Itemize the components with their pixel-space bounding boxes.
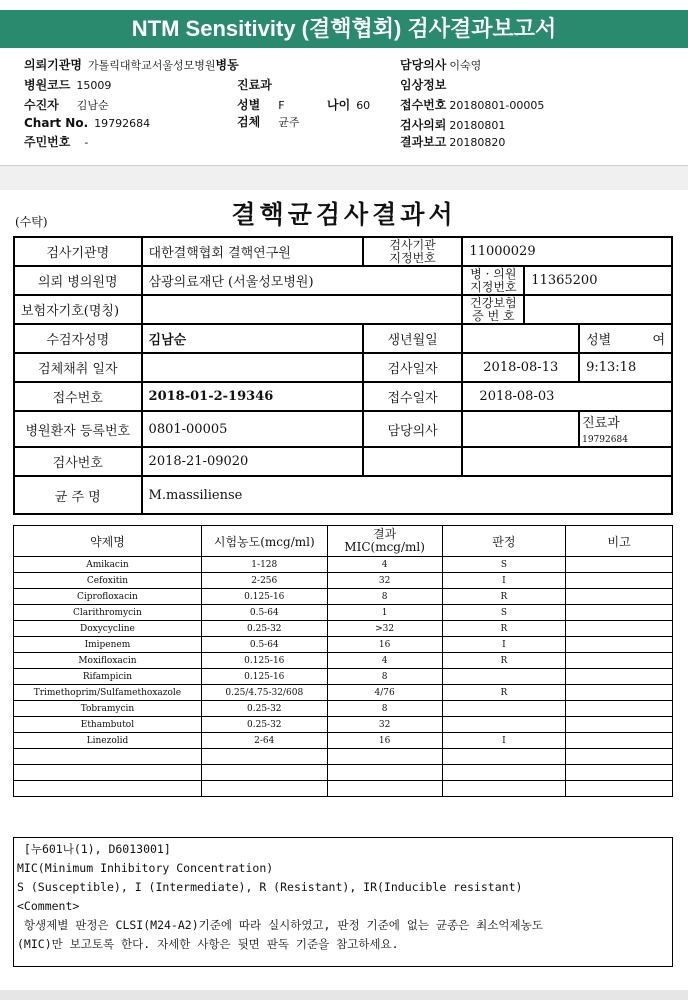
sex-cell — [579, 324, 672, 353]
document-title: 결핵균검사결과서 — [231, 200, 457, 229]
chart-no-field: Chart No. 19792684 — [24, 116, 151, 130]
empty-cell — [14, 765, 202, 781]
cell-drug: Doxycycline — [14, 621, 202, 637]
table-row — [14, 573, 673, 589]
cell-note — [566, 733, 673, 749]
table-row — [14, 653, 673, 669]
attending-value — [462, 411, 579, 447]
clinical-info-field: 임상정보 — [400, 78, 447, 92]
table-row — [14, 685, 673, 701]
dept-label: 진료과 — [582, 416, 620, 431]
cell-conc: 0.125-16 — [201, 669, 327, 685]
dept-field: 진료과 — [237, 78, 272, 92]
cell-interp — [442, 701, 566, 717]
empty-row — [14, 781, 673, 797]
insured-value — [142, 295, 463, 324]
cell-conc: 0.5-64 — [201, 605, 327, 621]
table-row — [14, 717, 673, 733]
organism-label: 균 주 명 — [14, 476, 142, 514]
cell-mic: 1 — [327, 605, 442, 621]
empty-cell — [201, 749, 327, 765]
empty-row — [14, 765, 673, 781]
cell-interp: I — [442, 637, 566, 653]
cell-interp — [442, 669, 566, 685]
age-field: 나이 60 — [327, 98, 371, 112]
cell-drug: Clarithromycin — [14, 605, 202, 621]
clinic-designation-value: 11365200 — [524, 266, 672, 295]
empty-cell — [327, 749, 442, 765]
cell-conc: 0.125-16 — [201, 589, 327, 605]
patient-name-label: 수검자성명 — [14, 324, 142, 353]
hospital-reg-value: 0801-00005 — [142, 411, 363, 447]
cell-drug: Cefoxitin — [14, 573, 202, 589]
cell-interp: I — [442, 733, 566, 749]
interpretation-header: 판정 — [442, 526, 566, 557]
cell-note — [566, 637, 673, 653]
cell-conc: 0.25/4.75-32/608 — [201, 685, 327, 701]
table-row — [14, 557, 673, 573]
page-title: NTM Sensitivity (결핵협회) 검사결과보고서 — [0, 10, 688, 48]
cell-note — [566, 685, 673, 701]
empty-cell — [566, 749, 673, 765]
cell-conc: 0.25-32 — [201, 621, 327, 637]
specimen-field: 검체 균주 — [237, 115, 300, 129]
cell-interp: S — [442, 557, 566, 573]
cell-drug: Imipenem — [14, 637, 202, 653]
cell-note — [566, 589, 673, 605]
receipt-no-value: 2018-01-2-19346 — [142, 382, 363, 411]
dept-cell — [579, 411, 672, 447]
receipt-date-label: 접수일자 — [363, 382, 463, 411]
empty-cell — [327, 781, 442, 797]
cell-conc: 0.5-64 — [201, 637, 327, 653]
table-row — [14, 637, 673, 653]
recipient-field: 수진자 김남순 — [24, 98, 109, 112]
hospital-reg-label: 병원환자 등록번호 — [14, 411, 142, 447]
receipt-date-value: 2018-08-03 — [462, 382, 672, 411]
cell-conc: 0.125-16 — [201, 653, 327, 669]
receipt-no-label: 접수번호 — [14, 382, 142, 411]
test-date-label: 검사일자 — [363, 353, 463, 382]
empty-cell — [442, 781, 566, 797]
attending-label: 담당의사 — [363, 411, 463, 447]
cell-conc: 2-64 — [201, 733, 327, 749]
lab-designation-value: 11000029 — [462, 237, 672, 266]
concentration-header: 시험농도(mcg/ml) — [201, 526, 327, 557]
cell-mic: 4 — [327, 653, 442, 669]
empty-cell — [14, 749, 202, 765]
empty-row — [14, 749, 673, 765]
cell-mic: 32 — [327, 573, 442, 589]
cell-note — [566, 717, 673, 733]
birth-label: 생년월일 — [363, 324, 463, 353]
institution-field: 의뢰기관명 가톨릭대학교서울성모병원병동 — [24, 58, 239, 72]
cell-conc: 1-128 — [201, 557, 327, 573]
empty-cell — [442, 765, 566, 781]
note-header: 비고 — [566, 526, 673, 557]
cell-interp: R — [442, 621, 566, 637]
cell-interp: R — [442, 685, 566, 701]
cell-interp: R — [442, 589, 566, 605]
susceptibility-table — [13, 525, 673, 797]
cell-note — [566, 669, 673, 685]
referring-label: 의뢰 병의원명 — [14, 266, 142, 295]
hospital-code-field: 병원코드 15009 — [24, 78, 112, 92]
consignment-label: (수탁) — [15, 215, 48, 229]
cell-drug: Ciprofloxacin — [14, 589, 202, 605]
table-row — [14, 669, 673, 685]
sex-value: 여 — [652, 333, 665, 348]
test-no-value: 2018-21-09020 — [142, 447, 363, 476]
report-date-field: 결과보고 20180820 — [400, 135, 506, 149]
cell-note — [566, 605, 673, 621]
empty-cell — [442, 749, 566, 765]
cell-mic: 8 — [327, 669, 442, 685]
cell-mic: 4 — [327, 557, 442, 573]
page-footer-bar — [0, 990, 688, 1000]
test-time-value: 9:13:18 — [579, 353, 672, 382]
table-row — [14, 589, 673, 605]
organism-value: M.massiliense — [142, 476, 672, 514]
cell-drug: Amikacin — [14, 557, 202, 573]
cell-conc: 0.25-32 — [201, 717, 327, 733]
cell-mic: 16 — [327, 637, 442, 653]
accession-field: 접수번호 20180801-00005 — [400, 98, 545, 112]
cell-note — [566, 701, 673, 717]
doctor-field: 담당의사 이숙영 — [400, 58, 482, 72]
collection-date-label: 검체채취 일자 — [14, 353, 142, 382]
cell-interp — [442, 717, 566, 733]
cell-note — [566, 653, 673, 669]
cell-drug: Linezolid — [14, 733, 202, 749]
table-row — [14, 733, 673, 749]
cell-conc: 2-256 — [201, 573, 327, 589]
cell-drug: Moxifloxacin — [14, 653, 202, 669]
comment-code: [누601나(1), D6013001] — [17, 842, 171, 856]
cell-mic: 8 — [327, 701, 442, 717]
clinic-designation-label: 병 · 의원 지정번호 — [462, 266, 524, 295]
empty-cell — [327, 765, 442, 781]
cell-drug: Ethambutol — [14, 717, 202, 733]
cell-interp: I — [442, 573, 566, 589]
lab-agency-value: 대한결핵협회 결핵연구원 — [142, 237, 363, 266]
cell-conc: 0.25-32 — [201, 701, 327, 717]
mic-header: 결과 MIC(mcg/ml) — [327, 526, 442, 557]
rrn-field: 주민번호 - — [24, 135, 89, 149]
cell-mic: 32 — [327, 717, 442, 733]
cell-drug: Tobramycin — [14, 701, 202, 717]
empty-cell — [566, 765, 673, 781]
comment-mic-definition: MIC(Minimum Inhibitory Concentration) — [17, 861, 274, 875]
dept-value: 19792684 — [582, 435, 628, 445]
sex-field: 성별 F — [237, 98, 285, 112]
cell-interp: R — [442, 653, 566, 669]
lab-agency-label: 검사기관명 — [14, 237, 142, 266]
sex-label: 성별 — [586, 333, 612, 348]
cell-interp: S — [442, 605, 566, 621]
test-date-value: 2018-08-13 — [462, 353, 579, 382]
test-no-label: 검사번호 — [14, 447, 142, 476]
cell-mic: >32 — [327, 621, 442, 637]
comment-legend: S (Susceptible), I (Intermediate), R (Resistant), IR(Inducible resistant) — [17, 880, 523, 894]
cell-note — [566, 557, 673, 573]
comment-heading: <Comment> — [17, 899, 80, 913]
table-row — [14, 621, 673, 637]
insured-label: 보험자기호(명칭) — [14, 295, 142, 324]
comment-text-continued: (MIC)만 보고토록 한다. 자세한 사항은 뒷면 판독 기준을 참고하세요. — [17, 937, 399, 951]
cell-drug: Trimethoprim/Sulfamethoxazole — [14, 685, 202, 701]
collection-date-value — [142, 353, 363, 382]
request-date-field: 검사의뢰 20180801 — [400, 118, 506, 132]
cell-mic: 4/76 — [327, 685, 442, 701]
comment-box — [13, 837, 673, 967]
birth-value — [462, 324, 579, 353]
health-ins-label: 건강보험 증 번 호 — [462, 295, 524, 324]
empty-cell — [14, 781, 202, 797]
lab-designation-label: 검사기관 지정번호 — [363, 237, 463, 266]
table-row — [14, 605, 673, 621]
comment-text: 항생제별 판정은 CLSI(M24-A2)기준에 따라 실시하였고, 판정 기준에 없는 균종은 최소억제농도 — [17, 918, 543, 932]
cell-drug: Rifampicin — [14, 669, 202, 685]
empty-cell — [201, 781, 327, 797]
health-ins-value — [524, 295, 672, 324]
empty-cell — [566, 781, 673, 797]
empty-cell — [201, 765, 327, 781]
drug-header: 약제명 — [14, 526, 202, 557]
referring-value: 삼광의료재단 (서울성모병원) — [142, 266, 463, 295]
patient-name-value: 김남순 — [142, 324, 363, 353]
cell-mic: 16 — [327, 733, 442, 749]
cell-mic: 8 — [327, 589, 442, 605]
empty-cell — [363, 447, 463, 476]
cell-note — [566, 573, 673, 589]
cell-note — [566, 621, 673, 637]
patient-info-table — [13, 236, 673, 515]
table-row — [14, 701, 673, 717]
empty-cell — [462, 447, 672, 476]
